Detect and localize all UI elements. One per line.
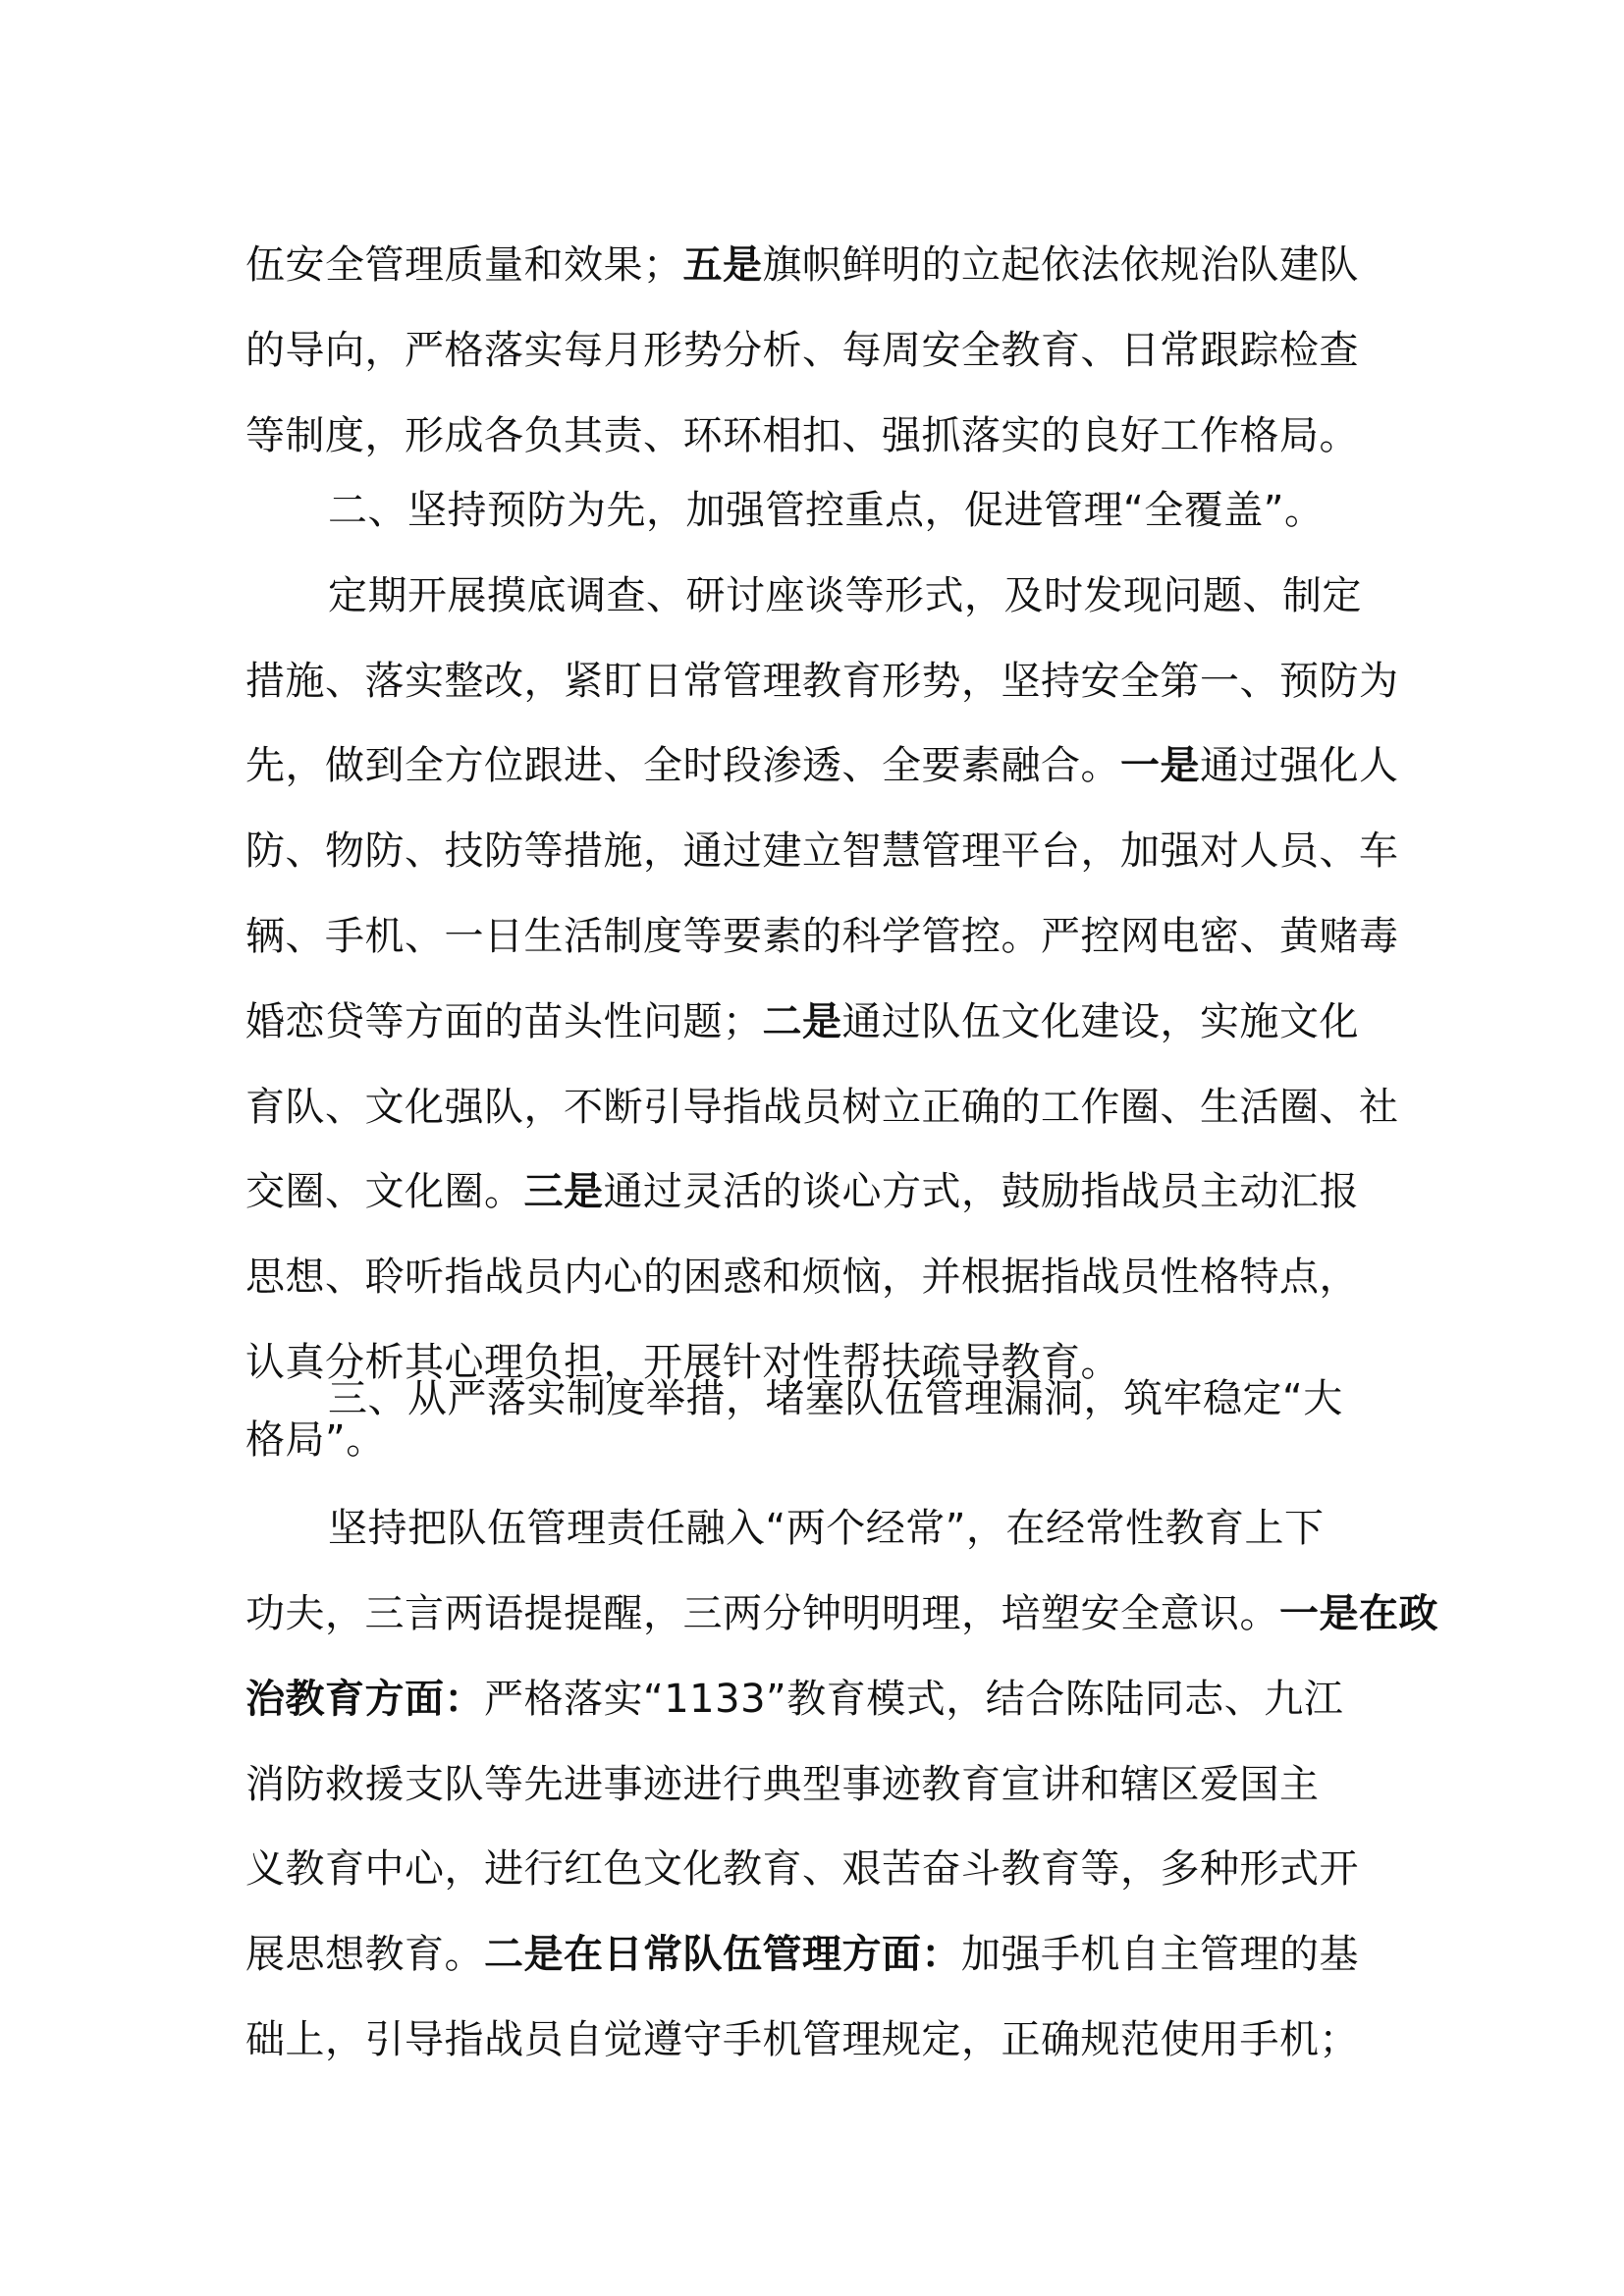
text-segment: 础上，引导指战员自觉遵守手机管理规定，正确规范使用手机； xyxy=(245,2017,1359,2062)
bold-text-segment: 二是 xyxy=(762,999,842,1044)
text-segment: 辆、手机、一日生活制度等要素的科学管控。严控网电密、黄赌毒 xyxy=(245,914,1399,959)
bold-text-segment: 二是 xyxy=(484,1932,564,1977)
text-segment: 措施、落实整改，紧盯日常管理教育形势，坚持安全第一、预防为 xyxy=(245,659,1399,704)
text-segment: 消防救援支队等先进事迹进行典型事迹教育宣讲和辖区爱国主 xyxy=(245,1762,1320,1807)
section-heading-2 xyxy=(328,487,1324,534)
text-segment: 严格落实“1133”教育模式，结合陈陆同志、九江 xyxy=(484,1677,1344,1722)
text-line-20 xyxy=(245,1761,1320,1808)
text-segment: 等制度，形成各负其责、环环相扣、强抓落实的良好工作格局。 xyxy=(245,413,1359,458)
text-segment: 通过灵活的谈心方式，鼓励指战员主动汇报 xyxy=(603,1169,1359,1214)
text-segment: 通过强化人 xyxy=(1200,743,1399,788)
text-line-1 xyxy=(245,241,1359,289)
text-segment: 思想、聆听指战员内心的困惑和烦恼，并根据指战员性格特点， xyxy=(245,1255,1359,1300)
section-heading-3 xyxy=(328,1375,1343,1422)
text-line-23 xyxy=(245,2016,1359,2063)
text-segment: 加强手机自主管理的基 xyxy=(961,1932,1359,1977)
text-line-12 xyxy=(245,1168,1359,1215)
bold-text-segment: 一是在政 xyxy=(1279,1591,1438,1636)
text-line-18 xyxy=(245,1590,1438,1637)
text-line-2 xyxy=(245,327,1359,374)
text-segment: 义教育中心，进行红色文化教育、艰苦奋斗教育等，多种形式开 xyxy=(245,1846,1359,1892)
text-line-8 xyxy=(245,828,1399,875)
text-line-11 xyxy=(245,1084,1399,1131)
text-line-16 xyxy=(245,1416,386,1464)
bold-text-segment: 治教育方面： xyxy=(245,1677,484,1722)
text-line-10 xyxy=(245,998,1359,1045)
text-line-19 xyxy=(245,1676,1343,1723)
text-segment: 交圈、文化圈。 xyxy=(245,1169,524,1214)
text-line-21 xyxy=(245,1845,1359,1893)
text-segment: 防、物防、技防等措施，通过建立智慧管理平台，加强对人员、车 xyxy=(245,828,1399,874)
text-line-5 xyxy=(328,572,1362,619)
text-segment: 二、坚持预防为先，加强管控重点，促进管理“全覆盖”。 xyxy=(328,488,1325,533)
text-segment: 格局”。 xyxy=(245,1417,386,1463)
text-segment: 先，做到全方位跟进、全时段渗透、全要素融合。 xyxy=(245,743,1120,788)
text-segment: 三、从严落实制度举措，堵塞队伍管理漏洞，筑牢稳定“大 xyxy=(328,1376,1343,1421)
text-segment: 育队、文化强队，不断引导指战员树立正确的工作圈、生活圈、社 xyxy=(245,1085,1399,1130)
text-segment: 展思想教育。 xyxy=(245,1932,484,1977)
text-segment: 通过队伍文化建设，实施文化 xyxy=(841,999,1359,1044)
text-line-22 xyxy=(245,1931,1359,1978)
text-segment: 功夫，三言两语提提醒，三两分钟明明理，培塑安全意识。 xyxy=(245,1591,1279,1636)
text-segment: 坚持把队伍管理责任融入“两个经常”，在经常性教育上下 xyxy=(328,1506,1325,1551)
bold-text-segment: 在日常队伍管理方面： xyxy=(564,1932,961,1977)
text-segment: 定期开展摸底调查、研讨座谈等形式，及时发现问题、制定 xyxy=(328,573,1362,618)
text-line-9 xyxy=(245,913,1399,960)
text-line-3 xyxy=(245,412,1359,459)
text-line-6 xyxy=(245,658,1399,705)
bold-text-segment: 五是 xyxy=(682,242,763,288)
text-line-17 xyxy=(328,1505,1324,1552)
text-segment: 认真分析其心理负担，开展针对性帮扶疏导教育。 xyxy=(245,1340,1120,1385)
text-segment: 旗帜鲜明的立起依法依规治队建队 xyxy=(762,242,1359,288)
text-segment: 的导向，严格落实每月形势分析、每周安全教育、日常跟踪检查 xyxy=(245,328,1359,373)
bold-text-segment: 三是 xyxy=(523,1169,604,1214)
bold-text-segment: 一是 xyxy=(1120,743,1200,788)
text-segment: 婚恋贷等方面的苗头性问题； xyxy=(245,999,763,1044)
text-line-13 xyxy=(245,1254,1359,1301)
text-segment: 伍安全管理质量和效果； xyxy=(245,242,683,288)
text-line-7 xyxy=(245,742,1399,789)
